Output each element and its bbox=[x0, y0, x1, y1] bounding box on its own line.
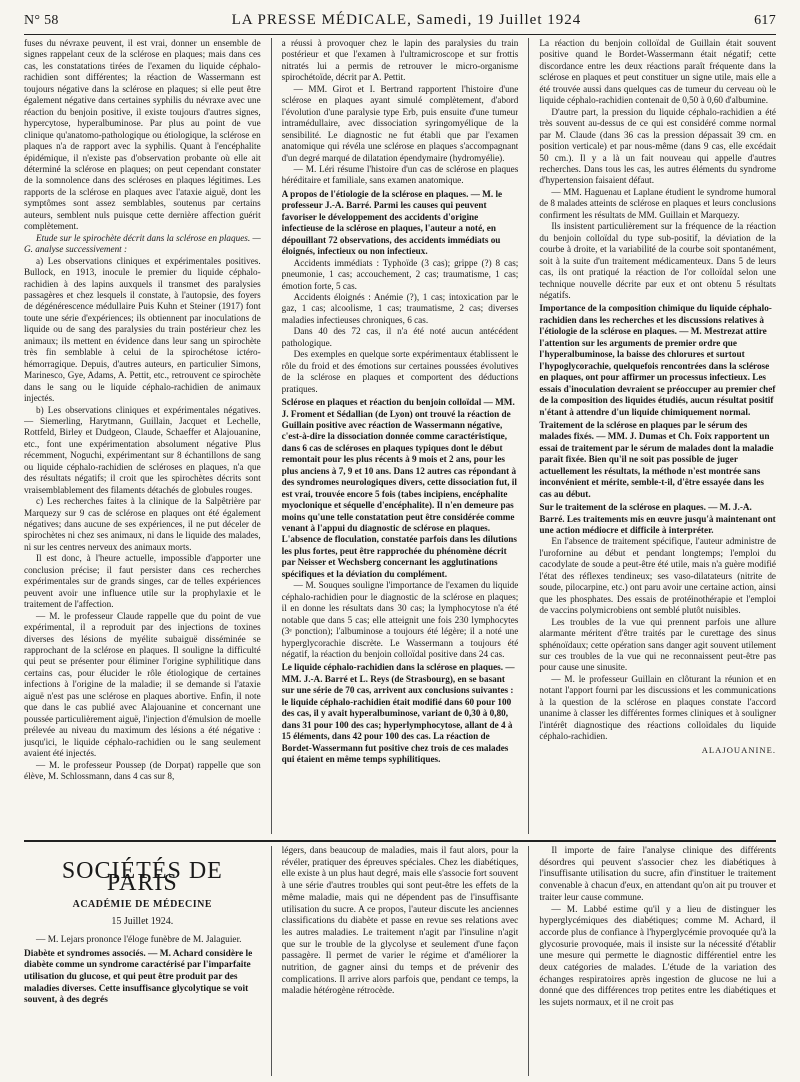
subsection-title: ACADÉMIE DE MÉDECINE bbox=[72, 899, 213, 911]
page-number: N° 58 bbox=[24, 13, 59, 28]
column-rule bbox=[528, 38, 529, 834]
column-1 bbox=[24, 38, 261, 834]
paragraph: Accidents immédiats : Typhoïde (3 cas); grippe (?) 8 cas; pneumonie, 1 cas; accouchement, 2 cas; traumatisme, 1 cas; émotion forte, 5 cas. bbox=[281, 257, 519, 291]
lower-column-3 bbox=[539, 846, 776, 1076]
lower-column-1 bbox=[24, 846, 261, 1076]
paragraph: b) Les observations cliniques et expérimentales négatives. — Siemerling, Harytmann, Guillain, Jacquet et Lechelle, Rottfeld, Birley et Dudgeon, Claude, Schaeffer et Alajouanine, etc., font une expérimentation absolument négative Plus récemment, Noguchi, expérimentant sur 8 échantillons de sang ou liquide céphalo-rachidien de scléroses en plaques, n'a que des résultats négatifs; il croit que les spirochètes décrits sont vraisemblablement des filaments détachés de globules rouges. bbox=[24, 404, 261, 495]
paragraph: — M. le professeur Claude rappelle que du point de vue expérimental, il a reproduit par des injections de toxines diverses des lésions de myélite subaiguë disséminée se rapprochant de la sclérose en plaques. Il souligne la difficulté qui peut se présenter pour éliminer l'origine syphilitique dans certains cas, pour élucider le rôle étiologique de certaines infections à l'origine de la maladie; il se demande si l'ataxie aiguë n'est pas une sclérose en plaques abortive. Enfin, il note que dans le cas publié avec Alajouanine et concernant une poussée particulièrement aiguë, l'injection d'émulsion de moelle prélevée au niveau du maximum des lésions a été négative : jusqu'ici, le liquide céphalo-rachidien ou le sang seulement avaient été injectés. bbox=[24, 610, 261, 759]
paragraph: Accidents éloignés : Anémie (?), 1 cas; intoxication par le gaz, 1 cas; alcoolisme, 1 cas; traumatisme, 2 cas; diverses maladies infectieuses chroniques, 6 cas. bbox=[281, 291, 519, 325]
column-3 bbox=[539, 38, 776, 834]
lower-column-2 bbox=[282, 846, 519, 1076]
section-heading: A propos de l'étiologie de la sclérose en plaques. — M. le professeur J.-A. Barré. Parmi les causes qui peuvent favoriser le développement des accidents d'origine infectieuse de la sclérose en plaques, l'auteur a noté, en dépouillant 72 observations, des accidents immédiats ou éloignés, infectieux ou non infectieux. bbox=[281, 188, 503, 257]
column-2 bbox=[282, 38, 519, 834]
paragraph: — M. Labbé estime qu'il y a lieu de distinguer les hyperglycémiques des diabétiques; comme M. Achard, il accorde plus de confiance à l'hyperglycémie provoquée qu'à la glycosurie provoquée, mais il insiste sur la nécessité d'établir une mesure qui permette le diagnostic différentiel entre les deux catégories de malades. L'étude de la variation des échanges respiratoires après ingestion de glucose ne lui a donné que des différences trop petites entre les diabétiques et les sujets normaux, et il ne croit pas bbox=[539, 904, 776, 1009]
paragraph: — MM. Girot et I. Bertrand rapportent l'histoire d'une sclérose en plaques ayant simulé complètement, d'abord l'évolution d'une paralysie type Erb, puis ensuite d'une tumeur intramédullaire, avec dissociation syringomyélique de la sensibilité. Le diagnostic ne fut établi que par l'examen anatomique qui révéla une sclérose en plaques s'accompagnant d'un degré marqué de dilatation épendymaire (hydromyélie). bbox=[281, 83, 519, 163]
paragraph: fuses du névraxe peuvent, il est vrai, donner un ensemble de signes rappelant ceux de la sclérose en plaques; mais dans ces cas, les constatations tirées de l'examen du liquide céphalo-rachidien sont différentes; la réaction de Wassermann est toujours négative dans la sclérose en plaques; si elle peut être également négative dans certaines syphilis du névraxe avec une réaction du benjoin positive, il existe toujours d'autres signes, hypercytose, hyperalbuminose. Par plus au point de vue clinique qu'anatomo-pathologique ou étiologique, la sclérose en plaques n'a de rapport avec la syphilis. Quant à l'encéphalite épidémique, il n'existe pas d'observation probante où elle ait déterminé la sclérose en plaques; on peut cependant constater de la somnolence dans des scléroses en plaques légitimes. Les rapports de la sclérose en plaques avec l'ataxie aiguë, dont les symptômes sont assez semblables, soutenus par certains auteurs, semblent nuls puisque cette dernière affection guérit complètement. bbox=[24, 38, 261, 232]
column-rule bbox=[528, 846, 529, 1076]
section-heading: Le liquide céphalo-rachidien dans la sclérose en plaques. — MM. J.-A. Barré et L. Reys (de Strasbourg), en se basant sur une série de 70 cas, arrivent aux conclusions suivantes : le liquide céphalo-rachidien était modifié dans 60 pour 100 des cas, il y avait hyperalbuminose, variant de 0,30 à 0,80, dans 31 pour 100 des cas; hyperlymphocytose, allant de 4 à 15 éléments, dans 42 pour 100 des cas. La réaction de Bordet-Wassermann fut positive chez trois de ces malades qui étaient en même temps syphilitiques. bbox=[281, 662, 515, 765]
section-heading: Traitement de la sclérose en plaques par le sérum des malades fixés. — MM. J. Dumas et Ch. Foix rapportent un essai de traitement par le sérum de malades dont la maladie paraît fixée. Bien qu'il ne soit pas possible de juger actuellement les résultats, la méthode n'est montrée sans inconvénient et mérite, semble-t-il, d'être essayée dans les cas au début. bbox=[539, 419, 774, 499]
paragraph: En l'absence de traitement spécifique, l'auteur administre de l'urofornine au début et pendant longtemps; l'emploi du cacodylate de soude a peut-être été utile, mais n'a guère modifié l'état des réflexes tendineux; ses vaso-dilatateurs (nitrite de soude, pilocarpine, etc.) ont paru avoir une certaine action, ainsi que les phosphates. Des essais de protéinothérapie et l'emploi de vaccins polymicrobiens ont semblé plutôt nuisibles. bbox=[539, 536, 776, 616]
header-rule bbox=[24, 34, 776, 35]
section-heading: Importance de la composition chimique du liquide céphalo-rachidien dans les recherches et les discussions relatives à l'étiologie de la sclérose en plaques. — M. Mestrezat attire l'attention sur les arguments de premier ordre que l'hyperalbuminose, la baisse des chlorures et surtout l'hypoglycorachie, quelquefois rencontrées dans la sclérose en plaques, ont pour affirmer un processus infectieux. Les essais d'inoculation devraient se préoccuper au premier chef de la composition des liquides étudiés, aucun résultat positif n'étant à attendre d'un liquide chimiquement normal. bbox=[539, 303, 776, 417]
paragraph: a réussi à provoquer chez le lapin des paralysies du train postérieur et que l'examen à l'ultramicroscope et sur frottis nitratés lui a permis de retrouver le micro-organisme spirochétoïde, décrit par A. Pettit. bbox=[281, 38, 519, 83]
paragraph: — M. Souques souligne l'importance de l'examen du liquide céphalo-rachidien pour le diagnostic de la sclérose en plaques; il en donne les résultats dans 30 cas; la lymphocytose n'a été notable que dans 5 cas; elle atteignit une fois 230 lymphocytes (3ᵉ ponction); l'albuminose a toujours été légère; il a noté une hyperglycorachie discrète. Le Wassermann a toujours été négatif, la réaction du benjoin colloïdal positive dans 24 cas. bbox=[281, 580, 519, 660]
paragraph: — M. le professeur Poussep (de Dorpat) rappelle que son élève, M. Schlossmann, dans 4 cas sur 8, bbox=[24, 759, 261, 781]
paragraph: — M. Lejars prononce l'éloge funèbre de M. Jalaguier. bbox=[36, 934, 242, 945]
paragraph: a) Les observations cliniques et expérimentales positives. Bullock, en 1913, inocule le premier du liquide céphalo-rachidien à des lapins auxquels il transmet des paralysies passagères et chez lesquels il constate, à l'autopsie, des foyers de dégénérescence médullaire Puis Kuhn et Steiner (1917) font toute une série d'expériences; ils obtiennent par inoculations de liquide ou de sang des paralysies du train postérieur chez les animaux; ils mettent en évidence dans leur sang un spirochète très fin semblable à celui de la spirochétose ictéro-hémorragique. Depuis, d'autres auteurs, en particulier Simons, Marinesco, Gye, Adams, A. Pettit, etc., retrouvent ce spirochète dans le sang ou le liquide céphalo-rachidien de animaux injectés. bbox=[24, 255, 261, 404]
paragraph: — M. le professeur Guillain en clôturant la réunion et en notant l'apport fourni par les discussions et les communications à la question de la sclérose en plaques constate l'accord unanime à classer les différentes formes cliniques et à souligner l'intérêt diagnostique des réactions colloïdales du liquide céphalo-rachidien. bbox=[539, 673, 776, 742]
section-heading: Diabète et syndromes associés. — M. Achard considère le diabète comme un syndrome caractérisé par l'imparfaite utilisation du glucose, et qui peut être produit par des maladies diverses. Cette insuffisance glycolytique se voit souvent, à des degrés bbox=[24, 948, 253, 1006]
upper-columns bbox=[24, 38, 776, 834]
paragraph: — M. Léri résume l'histoire d'un cas de sclérose en plaques héréditaire et familiale, sans examen anatomique. bbox=[281, 163, 519, 186]
paragraph: Des exemples en quelque sorte expérimentaux établissent le rôle du froid et des émotions sur certaines poussées évolutives de la sclérose en plaques et comportent des déductions pratiques. bbox=[281, 349, 519, 394]
paragraph: Dans 40 des 72 cas, il n'a été noté aucun antécédent pathologique. bbox=[281, 326, 519, 348]
section-divider bbox=[24, 840, 776, 842]
folio: 617 bbox=[754, 13, 776, 28]
column-rule bbox=[271, 38, 272, 834]
lower-columns bbox=[24, 846, 776, 1076]
page-header bbox=[24, 12, 776, 34]
author-signature: ALAJOUANINE. bbox=[701, 744, 776, 755]
paragraph: D'autre part, la pression du liquide céphalo-rachidien a été très souvent au-dessus de ce qui est considéré comme normal par M. Claude (dans 36 cas la pression dépassait 39 cm. en position verticale) et par nous-même (dans 9 cas, elle excédait 50 cm.). Il y a là un fait nouveau qui appelle d'autres recherches. Dans tous les cas, les autres éléments du syndrome d'hypertension faisaient défaut. bbox=[539, 106, 776, 186]
paragraph: Etude sur le spirochète décrit dans la sclérose en plaques. — G. analyse successivement : bbox=[24, 232, 261, 255]
section-title: SOCIÉTÉS DE PARIS bbox=[61, 858, 223, 896]
column-rule bbox=[271, 846, 272, 1076]
section-heading: Sclérose en plaques et réaction du benjoin colloïdal — MM. J. Froment et Sédallian (de Lyon) ont trouvé la réaction de Guillain positive avec réaction de Wassermann négative, c'est-à-dire la dissociation donnée comme caractéristique, dans 6 cas de scléroses en plaques typiques dont le début remontait pour les plus récents à 9 mois et 2 ans, pour les plus anciens à 7, 9 et 10 ans. Dans 12 autres cas répondant à des syndromes neurologiques divers, cette dissociation fut, il est vrai, trouvée encore 5 fois (tabes incipiens, encéphalite myoclonique et séquelle d'encéphalite). Il n'en demeure pas moins qu'une telle constatation peut être considérée comme venant à l'appui du diagnostic de sclérose en plaques. L'absence de floculation, constatée parfois dans les dilutions les plus fortes, peut être rapprochée du phénomène décrit par Neisser et Wechsberg concernant les agglutinations spécifiques et la déviation du complément. bbox=[281, 397, 517, 579]
section-heading: Sur le traitement de la sclérose en plaques. — M. J.-A. Barré. Les traitements mis en œuvre jusqu'à maintenant ont une action médiocre et difficile à interpréter. bbox=[539, 502, 776, 536]
session-date: 15 Juillet 1924. bbox=[111, 916, 174, 928]
journal-title: LA PRESSE MÉDICALE, Samedi, 19 Juillet 1924 bbox=[231, 12, 582, 28]
paragraph: Ils insistent particulièrement sur la fréquence de la réaction du benjoin colloïdal du type sub-positif, la déviation de la courbe à droite, et la variabilité de la courbe soit spontanément, soit à la suite d'un traitement médicamenteux. Dans 5 de leurs cas, ils ont pratiqué la réaction de l'or colloïdal selon une technique nouvelle décrite par eux et ont obtenu 5 résultats négatifs. bbox=[539, 221, 776, 300]
paragraph: La réaction du benjoin colloïdal de Guillain était souvent positive quand le Bordet-Wassermann était négatif; cette discordance entre les deux réactions paraît fréquente dans la sclérose en plaques et peut constituer un signe utile, mais elle a été trouvée aussi dans quelques cas de tumeur du cerveau où le liquide céphalo-rachidien contenait de 0,50 à 0,60 d'albumine. bbox=[539, 38, 776, 106]
paragraph: légers, dans beaucoup de maladies, mais il faut alors, pour la révéler, pratiquer des épreuves spéciales. Chez les diabétiques, elle existe à un plus haut degré, mais elle s'associe fort souvent à une série d'autres troubles qui sont peut-être les effets de la même maladie, mais qui ne dépendent pas de l'insuffisante utilisation du sucre. A ce propos, l'auteur discute les anciennes classifications du diabète et passe en revue ses relations avec les autres maladies. Le traitement n'agit par l'insuline n'agit que sur le trouble de la glycolyse et seulement d'une façon passagère. Il permet de varier le régime et d'améliorer la nutrition, de gagner ainsi du temps et de prévenir des complications. Il arrive alors parfois que, pendant ce temps, la maladie hétérogène rétrocède. bbox=[281, 846, 519, 997]
paragraph: Il est donc, à l'heure actuelle, impossible d'apporter une conclusion précise; il faut persister dans ces recherches expérimentales sur de grands singes, car de telles expériences peuvent avoir une influence utile sur la prophylaxie et le traitement de l'affection. bbox=[24, 553, 261, 610]
paragraph: Il importe de faire l'analyse clinique des différents désordres qui peuvent s'associer chez les diabétiques à l'insuffisante utilisation du sucre, afin d'instituer le traitement convenable à chacun d'eux, en attendant qu'on ait pu trouver et traiter leur cause commune. bbox=[539, 846, 776, 903]
paragraph: Les troubles de la vue qui prennent parfois une allure alarmante méritent d'être traités par le curettage des sinus sphénoïdaux; cette opération sans danger agit souvent utilement sur ces troubles de la vue qui ne reconnaissent peut-être pas pour cause une sinusite. bbox=[539, 616, 776, 673]
paragraph: c) Les recherches faites à la clinique de la Salpêtrière par Marquezy sur 9 cas de sclérose en plaques ont été également négatives; dans aucune de ses expériences, il ne put déceler de spirochètes ni chez ses animaux, ni dans le liquide des malades, ni sur les centres nerveux des animaux morts. bbox=[24, 496, 261, 552]
paragraph: — MM. Haguenau et Laplane étudient le syndrome humoral de 8 malades atteints de sclérose en plaques et leurs conclusions confirment les résultats de MM. Guillain et Marquezy. bbox=[539, 186, 776, 220]
